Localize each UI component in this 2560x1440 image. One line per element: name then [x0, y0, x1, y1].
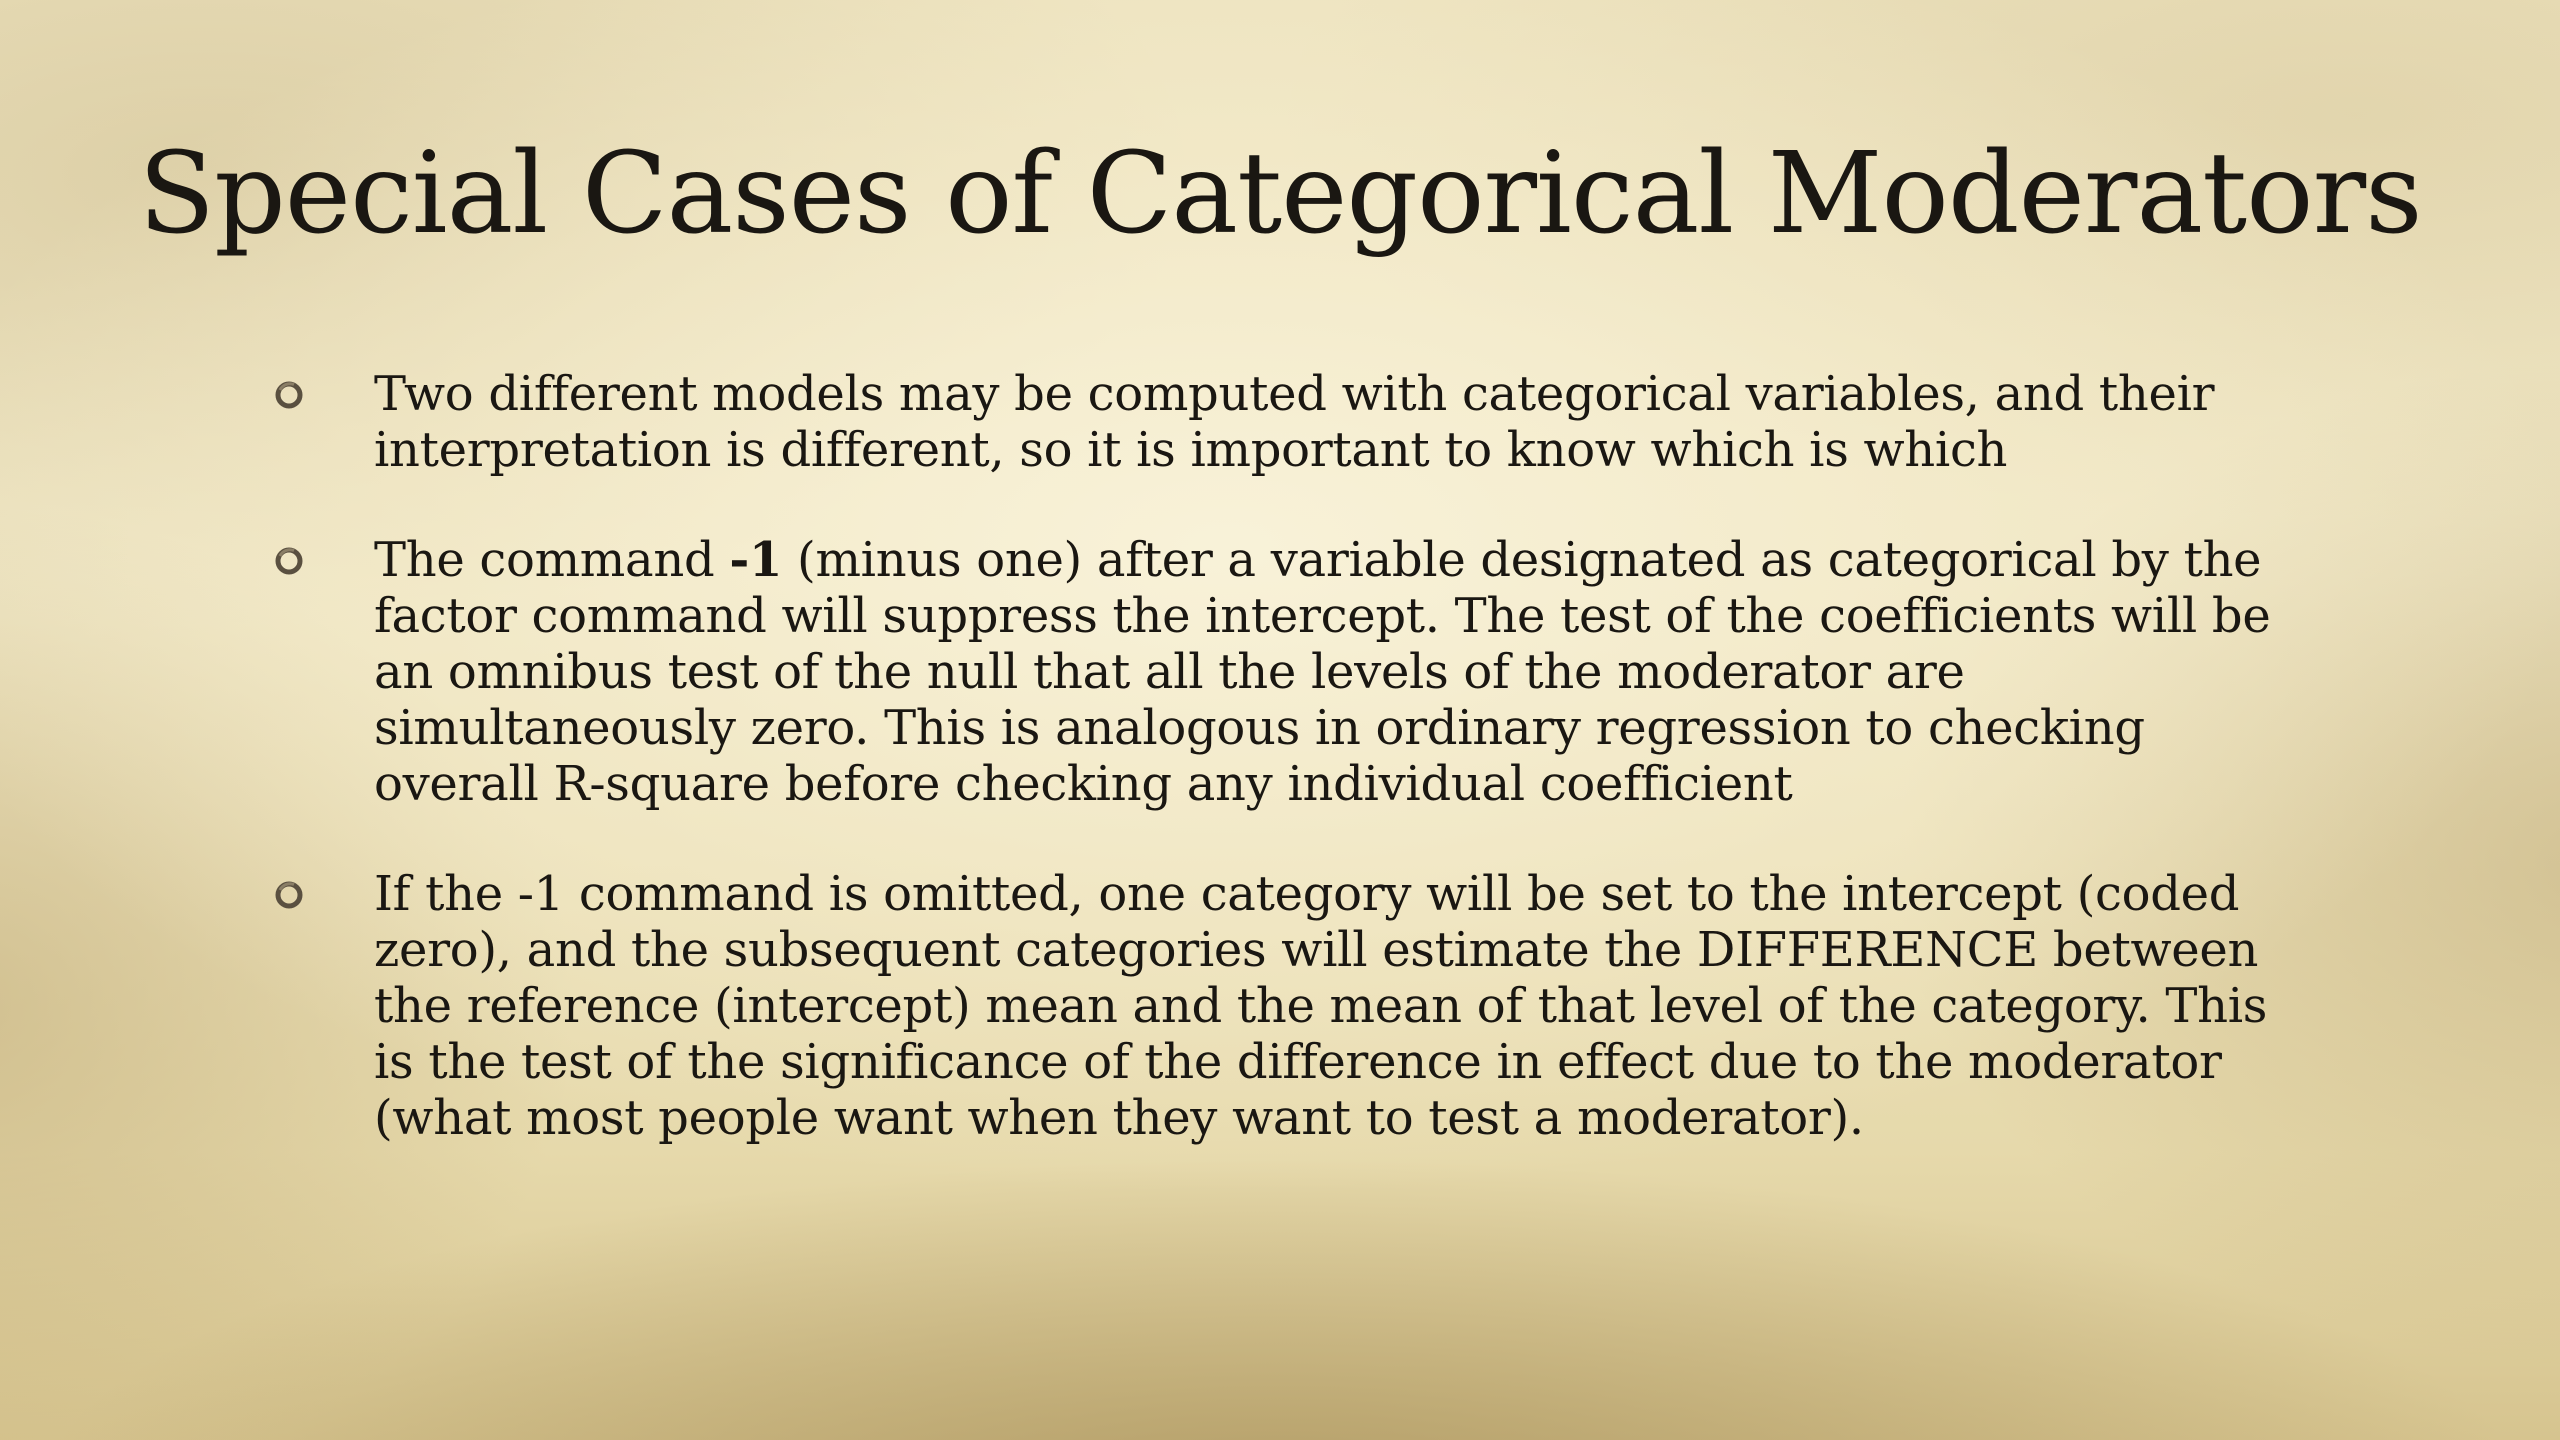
- bullet-text-bold: -1: [729, 532, 783, 588]
- hollow-circle-bullet-icon: [274, 546, 304, 576]
- hollow-circle-bullet-icon: [274, 380, 304, 410]
- slide-title: Special Cases of Categorical Moderators: [138, 129, 2422, 259]
- hollow-circle-bullet-icon: [274, 880, 304, 910]
- bullet-text: If the -1 command is omitted, one category will be set to the intercept (coded zero), and the subsequent categories will estimate the DIFFERENCE between the reference (intercept) mean and the mean of that level of the category. This is the test of the significance of the difference in effect due to the moderator (what most people want when they want to test a moderator).: [374, 866, 2268, 1146]
- bullet-text-start: The command: [374, 532, 730, 588]
- bullet-item: [270, 532, 2290, 812]
- bullet-item: [270, 366, 2290, 478]
- bullet-text-end: (minus one) after a variable designated as categorical by the factor command will suppress the intercept. The test of the coefficients will be an omnibus test of the null that all the levels of the moderator are simultaneously zero. This is analogous in ordinary regression to checking overall R-square before checking any individual coefficient: [374, 532, 2271, 812]
- bullet-item: [270, 866, 2290, 1146]
- bullet-text: Two different models may be computed with categorical variables, and their interpretation is different, so it is important to know which is which: [374, 366, 2215, 478]
- bullet-list: [270, 366, 2290, 1200]
- bullet-text: [374, 532, 2270, 812]
